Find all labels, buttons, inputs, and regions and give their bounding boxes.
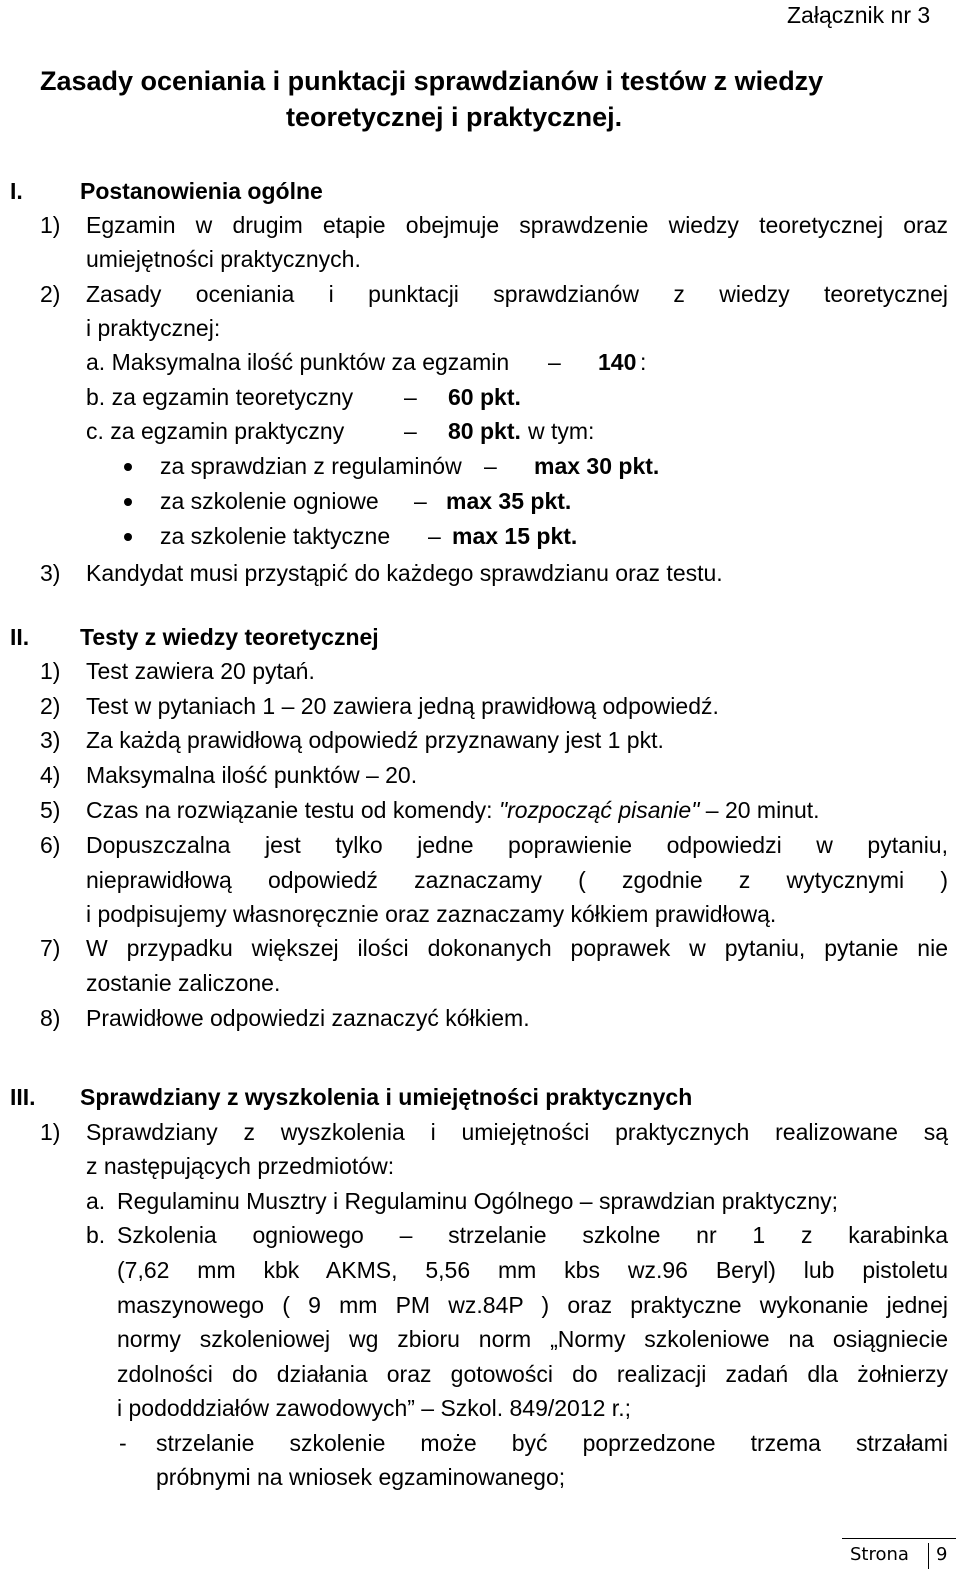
s2-item-7-number: 7) [40, 935, 61, 961]
footer-label: Strona [850, 1544, 909, 1565]
s2-item-5-post: – 20 minut. [699, 797, 820, 823]
s1-item-2-number: 2) [40, 281, 61, 307]
s2-item-1-text: Test zawiera 20 pytań. [86, 658, 315, 684]
s2-item-7-line-2: zostanie zaliczone. [86, 970, 281, 996]
s2-item-4-text: Maksymalna ilość punktów – 20. [86, 762, 418, 788]
s3-sub-b-label: b. [86, 1222, 106, 1248]
s1-item-3-text: Kandydat musi przystąpić do każdego sprawdzianu oraz testu. [86, 560, 723, 586]
s2-item-6-line-3: i podpisujemy własnoręcznie oraz zaznaczamy kółkiem prawidłową. [86, 901, 777, 927]
s2-item-2-number: 2) [40, 693, 61, 719]
s3-item-1-line-1: Sprawdziany z wyszkolenia i umiejętności praktycznych realizowane są [86, 1119, 948, 1145]
bullet-icon [124, 533, 132, 541]
s1-item-2-line-2: i praktycznej: [86, 315, 221, 341]
s2-item-2-text: Test w pytaniach 1 – 20 zawiera jedną prawidłową odpowiedź. [86, 693, 719, 719]
bullet-3-label: za szkolenie taktyczne [160, 523, 391, 549]
footer-divider [928, 1543, 929, 1569]
s2-item-5-text [86, 797, 820, 823]
s3-sub-b-line-4: normy szkoleniowej wg zbioru norm „Normy szkoleniowe na osiągniecie [117, 1326, 948, 1352]
s2-item-6-line-2: nieprawidłową odpowiedź zaznaczamy ( zgodnie z wytycznymi ) [86, 867, 948, 893]
s2-item-3-number: 3) [40, 727, 61, 753]
s3-dash-line-1: strzelanie szkolenie może być poprzedzone trzema strzałami [156, 1430, 948, 1456]
s1-sub-a-dash: – [548, 349, 561, 375]
s1-sub-b-value: 60 pkt. [448, 384, 521, 410]
s1-sub-a-suffix: : [640, 349, 647, 375]
section-1-heading: Postanowienia ogólne [80, 178, 323, 204]
bullet-3-dash: – [428, 523, 441, 549]
bullet-2-dash: – [414, 488, 427, 514]
s3-dash-line-2: próbnymi na wniosek egzaminowanego; [156, 1464, 566, 1490]
s2-item-3-text: Za każdą prawidłową odpowiedź przyznawany jest 1 pkt. [86, 727, 664, 753]
s1-sub-c-dash: – [404, 418, 417, 444]
s1-item-1-number: 1) [40, 212, 61, 238]
bullet-2-label: za szkolenie ogniowe [160, 488, 379, 514]
s1-sub-b-dash: – [404, 384, 417, 410]
s2-item-4-number: 4) [40, 762, 61, 788]
s3-sub-a-text: Regulaminu Musztry i Regulaminu Ogólnego – sprawdzian praktyczny; [117, 1188, 839, 1214]
s2-item-7-line-1: W przypadku większej ilości dokonanych poprawek w pytaniu, pytanie nie [86, 935, 948, 961]
s2-item-8-number: 8) [40, 1005, 61, 1031]
bullet-1-dash: – [484, 453, 497, 479]
bullet-icon [124, 498, 132, 506]
s2-item-5-quote: "rozpocząć pisanie" [498, 797, 700, 823]
bullet-icon [124, 463, 132, 471]
s3-sub-b-line-1: Szkolenia ogniowego – strzelanie szkolne nr 1 z karabinka [117, 1222, 948, 1248]
s2-item-6-line-1: Dopuszczalna jest tylko jedne poprawienie odpowiedzi w pytaniu, [86, 832, 948, 858]
s3-sub-a-label: a. [86, 1188, 106, 1214]
annex-label: Załącznik nr 3 [787, 2, 931, 28]
page-footer [842, 1538, 956, 1570]
s3-sub-b-line-5: zdolności do działania oraz gotowości do realizacji zadań dla żołnierzy [117, 1361, 948, 1387]
s2-item-8-text: Prawidłowe odpowiedzi zaznaczyć kółkiem. [86, 1005, 530, 1031]
s3-item-1-line-2: z następujących przedmiotów: [86, 1153, 395, 1179]
s1-sub-c-value: 80 pkt. [448, 418, 521, 444]
s2-item-1-number: 1) [40, 658, 61, 684]
s1-sub-c-label: c. za egzamin praktyczny [86, 418, 345, 444]
s3-sub-b-line-3: maszynowego ( 9 mm PM wz.84P ) oraz praktyczne wykonanie jednej [117, 1292, 948, 1318]
s1-sub-b-label: b. za egzamin teoretyczny [86, 384, 354, 410]
section-1-number: I. [10, 178, 23, 204]
s1-sub-a-label: a. Maksymalna ilość punktów za egzamin [86, 349, 510, 375]
section-3-heading: Sprawdziany z wyszkolenia i umiejętności praktycznych [80, 1084, 693, 1110]
bullet-1-value: max 30 pkt. [534, 453, 660, 479]
page-number: 9 [936, 1544, 948, 1565]
s2-item-5-pre: Czas na rozwiązanie testu od komendy: [86, 797, 499, 823]
section-2-number: II. [10, 624, 30, 650]
s1-sub-a-value: 140 [598, 349, 637, 375]
bullet-2-value: max 35 pkt. [446, 488, 572, 514]
s2-item-5-number: 5) [40, 797, 61, 823]
s3-item-1-number: 1) [40, 1119, 61, 1145]
section-3-number: III. [10, 1084, 36, 1110]
s1-sub-c-suffix: w tym: [528, 418, 595, 444]
bullet-1-label: za sprawdzian z regulaminów [160, 453, 462, 479]
s1-item-3-number: 3) [40, 560, 61, 586]
s3-dash-marker: - [119, 1430, 127, 1456]
section-2-heading: Testy z wiedzy teoretycznej [80, 624, 379, 650]
bullet-3-value: max 15 pkt. [452, 523, 578, 549]
s1-item-1-line-2: umiejętności praktycznych. [86, 246, 361, 272]
s2-item-6-number: 6) [40, 832, 61, 858]
s3-sub-b-line-2: (7,62 mm kbk AKMS, 5,56 mm kbs wz.96 Beryl) lub pistoletu [117, 1257, 948, 1283]
document-title-line-1: Zasady oceniania i punktacji sprawdzianów i testów z wiedzy [40, 66, 824, 96]
s1-item-1-line-1: Egzamin w drugim etapie obejmuje sprawdzenie wiedzy teoretycznej oraz [86, 212, 948, 238]
s3-sub-b-line-6: i pododdziałów zawodowych” – Szkol. 849/2012 r.; [117, 1395, 631, 1421]
document-title-line-2: teoretycznej i praktycznej. [286, 102, 623, 132]
s1-item-2-line-1: Zasady oceniania i punktacji sprawdzianów z wiedzy teoretycznej [86, 281, 948, 307]
